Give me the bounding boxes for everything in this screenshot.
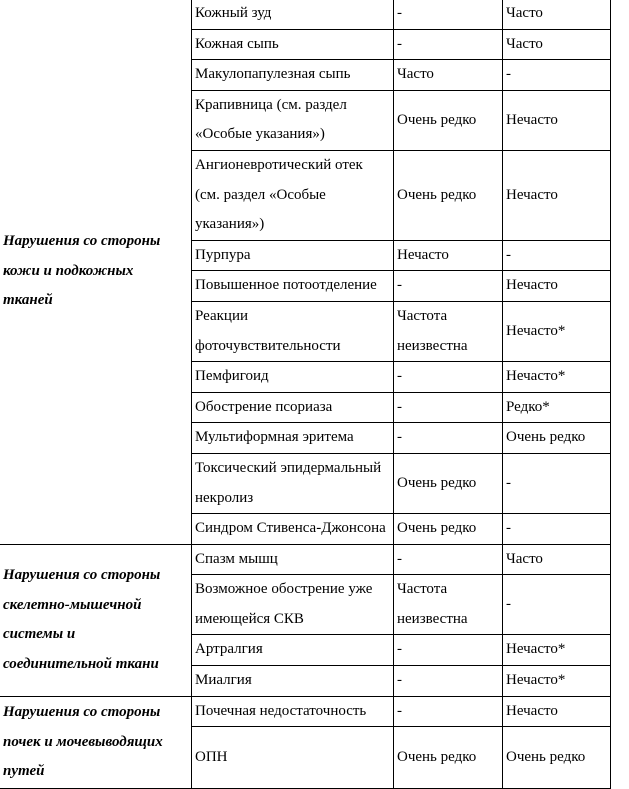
effect-cell bbox=[192, 696, 394, 727]
frequency-cell-a: Нечасто bbox=[394, 240, 503, 271]
effect-cell bbox=[192, 90, 394, 150]
effect-line: Реакции bbox=[195, 307, 249, 324]
effect-line: «Особые указания») bbox=[195, 126, 325, 143]
effect-line: Макулопапулезная сыпь bbox=[195, 66, 351, 83]
effect-cell bbox=[192, 60, 394, 91]
frequency-cell-b: Очень редко bbox=[503, 423, 611, 454]
effect-line: (см. раздел «Особые bbox=[195, 186, 326, 203]
frequency-cell-a: - bbox=[394, 29, 503, 60]
effect-cell bbox=[192, 727, 394, 789]
category-cell bbox=[0, 0, 192, 544]
effect-cell bbox=[192, 150, 394, 240]
frequency-cell-a: Очень редко bbox=[394, 90, 503, 150]
category-line: Нарушения со стороны bbox=[3, 566, 161, 583]
effect-line: фоточувствительности bbox=[195, 337, 341, 354]
table-row bbox=[0, 544, 611, 575]
effect-line: Почечная недостаточность bbox=[195, 702, 367, 719]
frequency-cell-b: Нечасто bbox=[503, 150, 611, 240]
effect-cell bbox=[192, 514, 394, 545]
frequency-cell-b: Нечасто* bbox=[503, 635, 611, 666]
category-line: почек и мочевыводящих bbox=[3, 733, 163, 750]
effect-line: Крапивница (см. раздел bbox=[195, 96, 347, 113]
frequency-cell-a: Очень редко bbox=[394, 150, 503, 240]
frequency-cell-b: Нечасто* bbox=[503, 666, 611, 697]
frequency-cell-a: Очень редко bbox=[394, 514, 503, 545]
frequency-cell-b: Нечасто* bbox=[503, 301, 611, 361]
effect-line: Возможное обострение уже bbox=[195, 581, 373, 598]
frequency-cell-a: - bbox=[394, 392, 503, 423]
frequency-cell-a: Частота неизвестна bbox=[394, 301, 503, 361]
frequency-cell-a: Частота неизвестна bbox=[394, 575, 503, 635]
category-line: кожи и подкожных bbox=[3, 262, 134, 279]
frequency-cell-b: - bbox=[503, 575, 611, 635]
effect-cell bbox=[192, 666, 394, 697]
frequency-cell-b: - bbox=[503, 453, 611, 513]
effect-line: Пурпура bbox=[195, 246, 251, 263]
frequency-cell-a: - bbox=[394, 0, 503, 29]
frequency-cell-b: - bbox=[503, 514, 611, 545]
frequency-cell-b: Нечасто bbox=[503, 271, 611, 302]
effect-cell bbox=[192, 29, 394, 60]
effect-line: Ангионевротический отек bbox=[195, 156, 363, 173]
category-line: путей bbox=[3, 763, 45, 780]
effect-line: имеющейся СКВ bbox=[195, 610, 304, 627]
frequency-cell-b: Очень редко bbox=[503, 727, 611, 789]
effect-cell bbox=[192, 453, 394, 513]
effect-cell bbox=[192, 392, 394, 423]
category-cell bbox=[0, 696, 192, 789]
frequency-cell-a: Очень редко bbox=[394, 453, 503, 513]
effect-line: Пемфигоид bbox=[195, 368, 269, 385]
frequency-cell-b: Часто bbox=[503, 0, 611, 29]
effect-line: Кожная сыпь bbox=[195, 35, 279, 52]
effect-cell bbox=[192, 240, 394, 271]
effect-cell bbox=[192, 362, 394, 393]
effect-line: Кожный зуд bbox=[195, 5, 272, 21]
effect-cell bbox=[192, 544, 394, 575]
effect-line: Обострение псориаза bbox=[195, 398, 333, 415]
effect-cell bbox=[192, 301, 394, 361]
frequency-cell-a: Очень редко bbox=[394, 727, 503, 789]
category-line: системы и bbox=[3, 626, 76, 643]
effect-line: Мультиформная эритема bbox=[195, 429, 354, 446]
effect-line: ОПН bbox=[195, 748, 228, 765]
effect-cell bbox=[192, 635, 394, 666]
frequency-cell-a: - bbox=[394, 362, 503, 393]
category-line: тканей bbox=[3, 292, 53, 309]
effect-line: Токсический эпидермальный bbox=[195, 459, 382, 476]
frequency-cell-b: - bbox=[503, 60, 611, 91]
effect-line: Спазм мышц bbox=[195, 550, 278, 567]
frequency-cell-b: Нечасто* bbox=[503, 362, 611, 393]
effect-line: Синдром Стивенса-Джонсона bbox=[195, 520, 386, 537]
effect-cell bbox=[192, 0, 394, 29]
category-line: Нарушения со стороны bbox=[3, 232, 161, 249]
effect-line: указания») bbox=[195, 216, 265, 233]
category-cell bbox=[0, 544, 192, 696]
category-line: соединительной ткани bbox=[3, 655, 159, 672]
frequency-cell-b: Часто bbox=[503, 29, 611, 60]
frequency-cell-a: - bbox=[394, 666, 503, 697]
frequency-cell-b: Нечасто bbox=[503, 696, 611, 727]
category-line: Нарушения со стороны bbox=[3, 704, 161, 721]
effect-line: Миалгия bbox=[195, 672, 252, 689]
frequency-cell-a: Часто bbox=[394, 60, 503, 91]
category-line: скелетно-мышечной bbox=[3, 596, 142, 613]
frequency-cell-a: - bbox=[394, 423, 503, 454]
effect-cell bbox=[192, 575, 394, 635]
effect-line: Артралгия bbox=[195, 641, 263, 658]
table-row bbox=[0, 696, 611, 727]
table-row bbox=[0, 0, 611, 29]
frequency-cell-b: Нечасто bbox=[503, 90, 611, 150]
effect-line: некролиз bbox=[195, 489, 254, 506]
effect-cell bbox=[192, 271, 394, 302]
frequency-cell-a: - bbox=[394, 635, 503, 666]
frequency-cell-a: - bbox=[394, 696, 503, 727]
frequency-cell-b: Редко* bbox=[503, 392, 611, 423]
frequency-cell-a: - bbox=[394, 271, 503, 302]
effect-cell bbox=[192, 423, 394, 454]
effect-line: Повышенное потоотделение bbox=[195, 277, 377, 294]
frequency-cell-a: - bbox=[394, 544, 503, 575]
frequency-cell-b: - bbox=[503, 240, 611, 271]
frequency-cell-b: Часто bbox=[503, 544, 611, 575]
